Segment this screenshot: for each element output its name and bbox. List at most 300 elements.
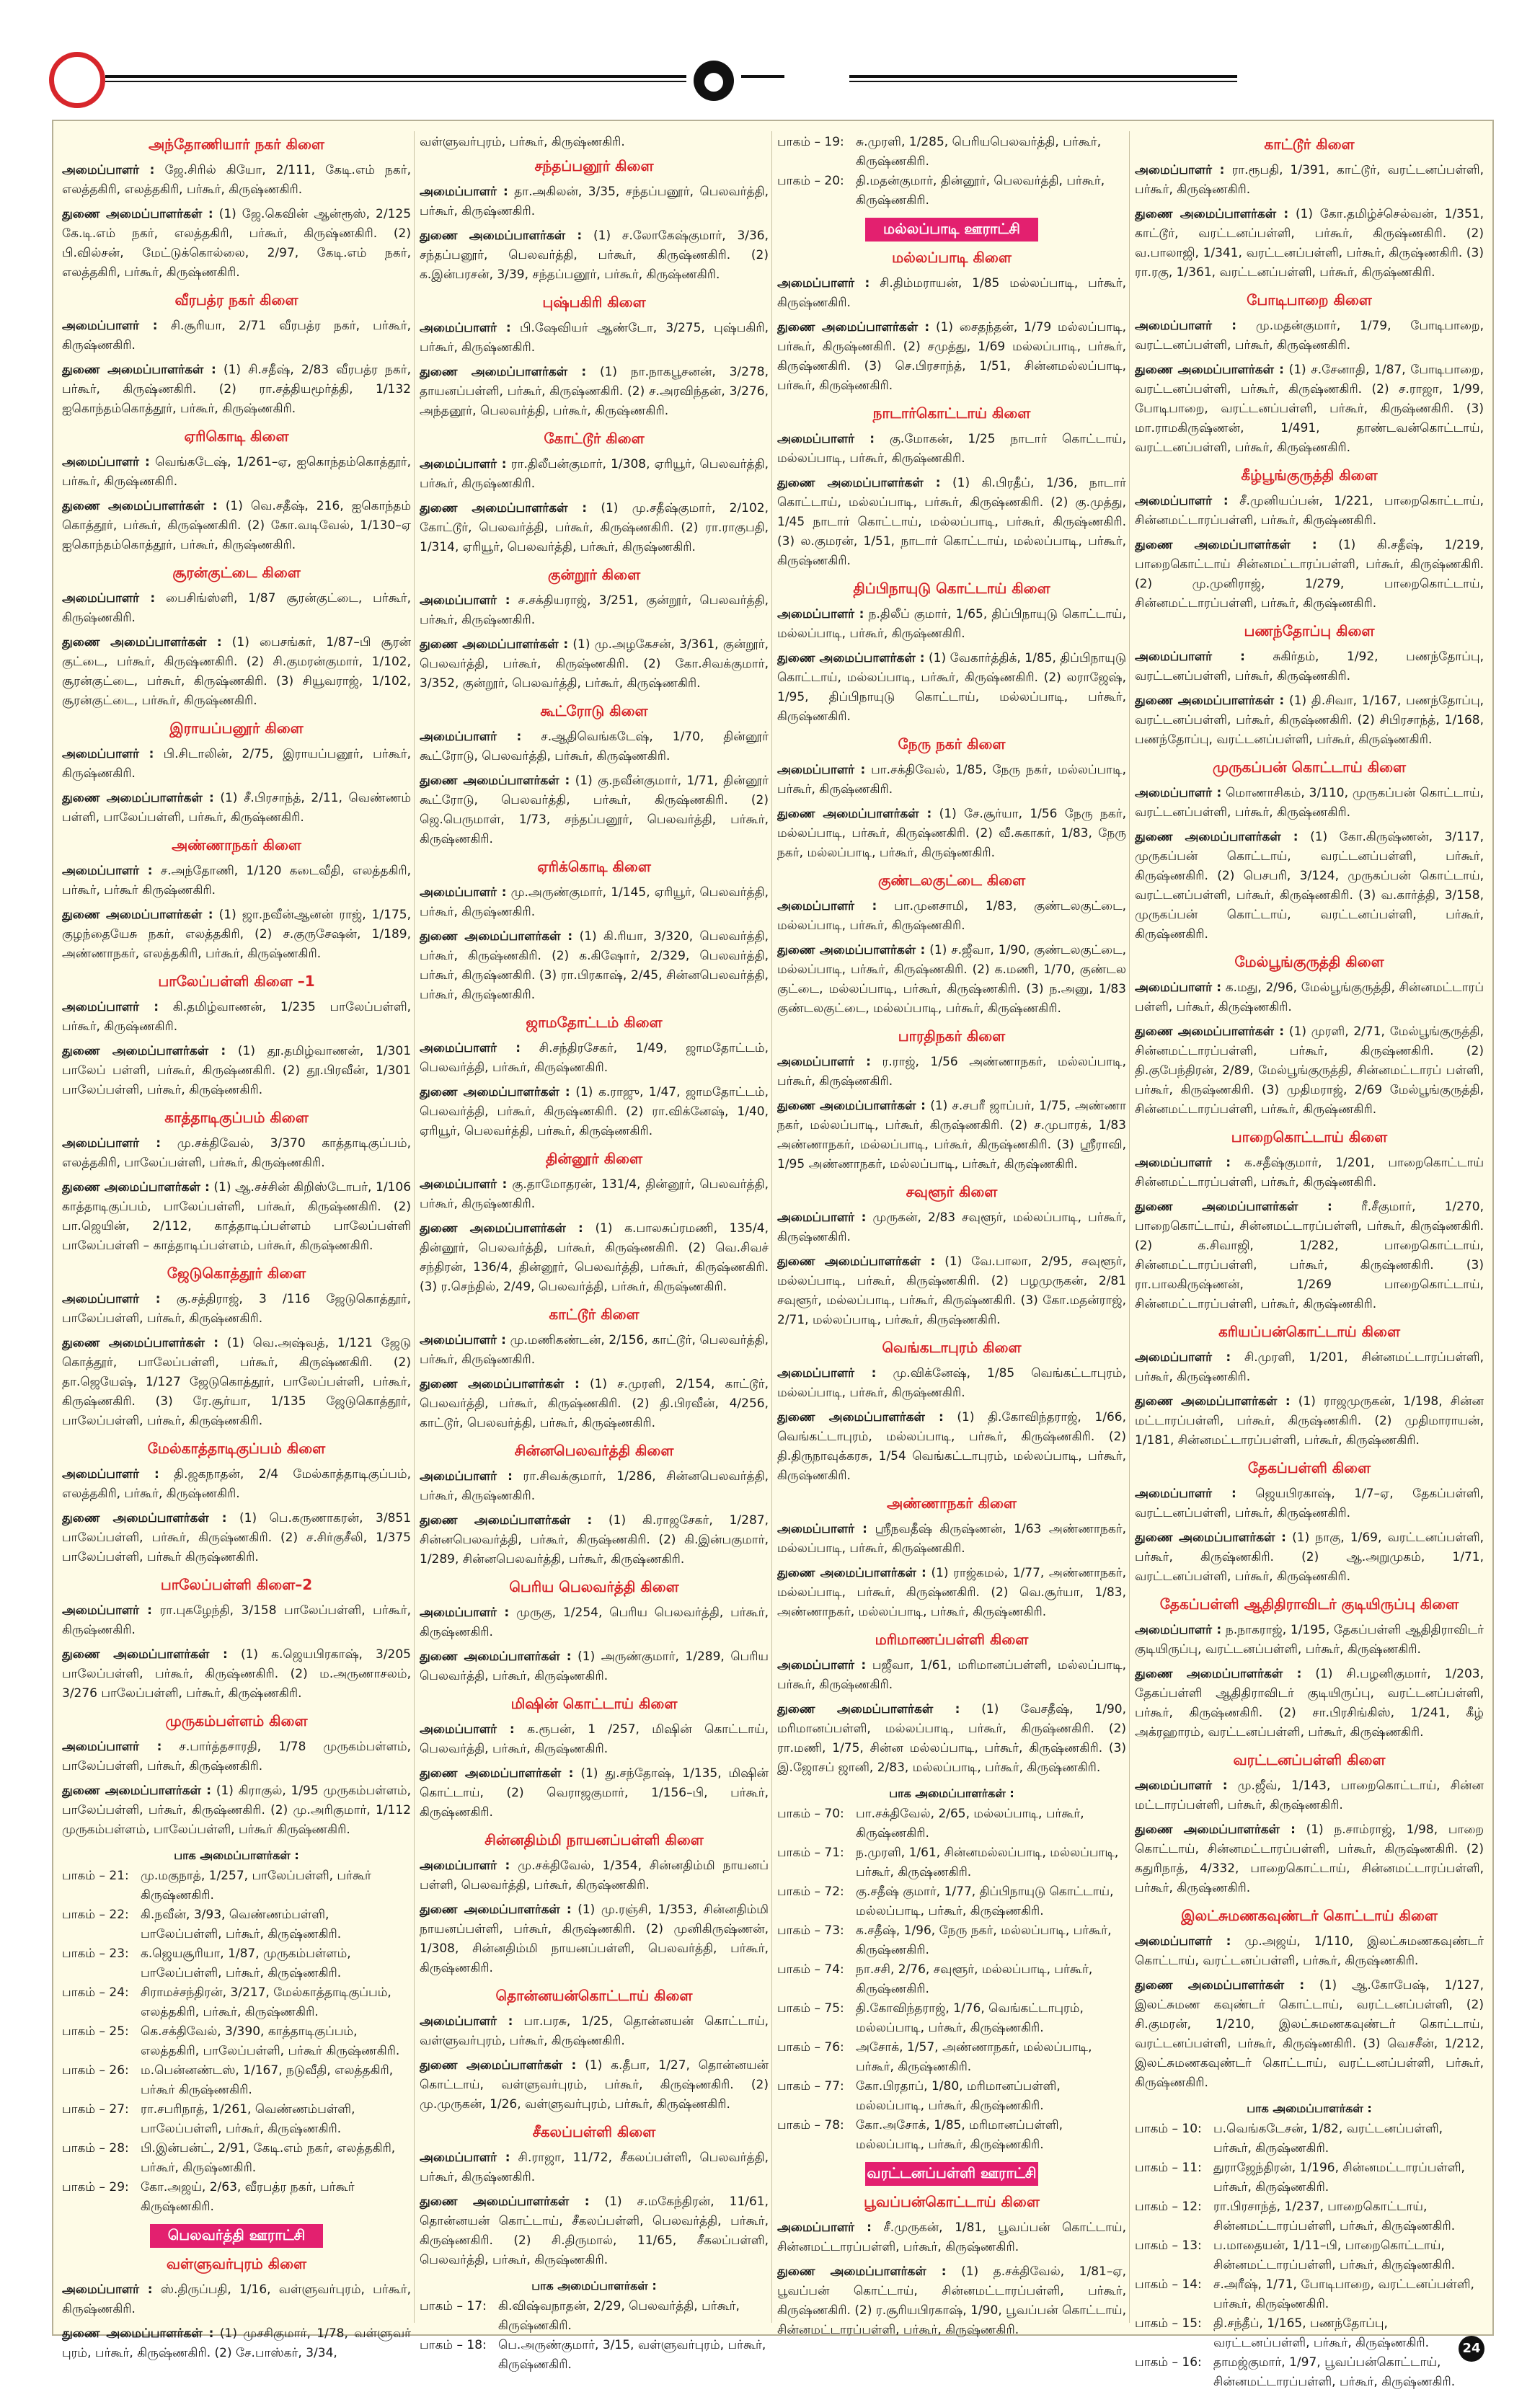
organizer-label: அமைப்பாளர் : [777,607,864,621]
deputy-label: துணை அமைப்பாளர்கள் : [1135,1822,1296,1837]
branch-title: போடிபாறை கிளை [1247,291,1372,309]
booth-number: பாகம் – 72 [777,1884,841,1899]
booth-organizer: நா.சசி, 2/76, சவுளூர், மல்லப்பாடி, பர்கூர், கிருஷ்ணகிரி. [856,1962,1093,1996]
booth-list-label: பாக அமைப்பாளர்கள் : [1247,2101,1372,2115]
organizer-entry [1135,1153,1484,1192]
booth-colon: : [125,2024,129,2039]
organizer-entry [62,589,411,628]
deputy-organizers-entry [420,499,769,557]
booth-row [1135,2119,1484,2158]
booth-organizer: தி.சந்தீப், 1/165, பணந்தோப்பு, வரட்டனப்பள்ளி, பர்கூர், கிருஷ்ணகிரி. [1213,2316,1430,2350]
booth-number: பாகம் – 10 [1135,2122,1198,2136]
branch-title: அந்தோணியார் நகர் கிளை [149,136,324,153]
deputy-label: துணை அமைப்பாளர்கள் : [420,1377,580,1391]
organizer-label: அமைப்பாளர் : [420,1469,513,1484]
deputy-label: துணை அமைப்பாளர்கள் : [1135,538,1317,552]
branch-title: மிஷின் கொட்டாய் கிளை [510,1695,678,1712]
booth-organizer: ரா.சபரிநாத், 1/261, வெண்ணம்பள்ளி, பாலேப்பள்ளி, பர்கூர், கிருஷ்ணகிரி. [141,2102,355,2136]
booth-colon: : [482,2338,487,2352]
deputy-label: துணை அமைப்பாளர்கள் : [1135,1200,1332,1214]
booth-number: பாகம் – 13 [1135,2238,1198,2253]
deputy-text: (1) முரளி, 2/71, மேல்பூங்குருத்தி, சின்னமட்டாரப்பள்ளி, பர்கூர், கிருஷ்ணகிரி. (2) தி.குபேந்திரன், 2/89, மேல்பூங்குருத்தி, சின்னமட்டாரப் பள்ளி, பர்கூர், கிருஷ்ணகிரி. (3) முதிமராஜ், 2/69 மேல்பூங்குருத்தி, சின்னமட்டாரப்பள்ளி, பர்கூர், கிருஷ்ணகிரி. [1135,1024,1484,1117]
branch-section [777,404,1126,571]
organizer-entry [420,591,769,630]
deputy-organizers-entry [777,1700,1126,1778]
branch-section [420,293,769,421]
organizer-text: மு.மதன்குமார், 1/79, போடிபாறை, வரட்டனப்பள்ளி, பர்கூர், கிருஷ்ணகிரி. [1135,319,1484,353]
branch-title: சூரன்குட்டை கிளை [172,564,301,581]
organizer-entry [777,2218,1126,2257]
deputy-organizers-entry [1135,1976,1484,2093]
organizer-text: சுகிர்தம், 1/92, பணந்தோப்பு, வரட்டனப்பள்ளி, பர்கூர், கிருஷ்ணகிரி. [1135,650,1484,683]
deputy-text: (1) கோ.கிருஷ்ணன், 3/117, முருகப்பன் கொட்டாய், வரட்டனப்பள்ளி, பர்கூர், கிருஷ்ணகிரி. (2) பெசபரி, 3/124, முருகப்பன் கொட்டாய், வரட்டனப்பள்ளி, பர்கூர், கிருஷ்ணகிரி. (3) வ.கார்த்தி, 3/158, முருகப்பன் கொட்டாய், வரட்டனப்பள்ளி, பர்கூர், கிருஷ்ணகிரி. [1135,830,1484,942]
deputy-label: துணை அமைப்பாளர்கள் : [1135,1024,1285,1039]
booth-number: பாகம் – 21 [62,1869,125,1883]
branch-section [420,1014,769,1141]
organizer-text: மு.ஜீவ், 1/143, பாறைகொட்டாய், சின்ன மட்டாரப்பள்ளி, பர்கூர், கிருஷ்ணகிரி. [1135,1779,1484,1812]
deputy-label: துணை அமைப்பாளர்கள் : [777,651,925,665]
branch-section [420,1150,769,1297]
deputy-organizers-entry [420,1647,769,1686]
booth-row [1135,2197,1484,2236]
branch-section [777,735,1126,863]
organizer-entry [1135,1621,1484,1660]
organizer-text: மு.விக்னேஷ், 1/85 வெங்கட்டாபுரம், மல்லப்பாடி, பர்கூர், கிருஷ்ணகிரி. [777,1366,1126,1400]
branch-section [62,1712,411,1840]
booth-organizer: ப.வெங்கடேசன், 1/82, வரட்டனப்பள்ளி, பர்கூர், கிருஷ்ணகிரி. [1213,2122,1443,2156]
branch-section [777,1494,1126,1622]
branch-section [420,430,769,557]
booth-row [777,133,1126,172]
deputy-organizers-entry [1135,691,1484,750]
branch-title: முருகம்பள்ளம் கிளை [165,1712,308,1729]
deputy-organizers-entry [1135,1197,1484,1314]
branch-title: வெங்கடாபுரம் கிளை [882,1339,1022,1356]
deputy-organizers-entry [777,318,1126,396]
booth-organizer: கெ.சக்திவேல், 3/390, காத்தாடிகுப்பம், எலத்தகிரி, பாலேப்பள்ளி, பர்கூர் கிருஷ்ணகிரி. [141,2024,400,2058]
branch-title: அண்ணாநகர் கிளை [887,1494,1017,1512]
branch-section [420,157,769,285]
booth-colon: : [1198,2238,1202,2253]
masthead-bar [0,0,1540,123]
branch-section [62,973,411,1100]
organizer-entry [777,605,1126,644]
column-2 [420,133,769,2375]
deputy-organizers-entry [62,789,411,828]
deputy-label: துணை அமைப்பாளர்கள் : [777,320,930,335]
organizer-entry [62,1290,411,1329]
deputy-label: துணை அமைப்பாளர்கள் : [62,1336,219,1350]
booth-organizer: சு.முரளி, 1/285, பெரியபெலவர்த்தி, பர்கூர், கிருஷ்ணகிரி. [856,135,1102,169]
deputy-text: (1) சி.பழனிகுமார், 1/203, தேகப்பள்ளி ஆதிதிராவிடர் குடியிருப்பு, வரட்டனப்பள்ளி, பர்கூர், கிருஷ்ணகிரி. (2) சா.பிரசிங்கிஸ், 1/241, கீழ் அக்ரஹாரம், வரட்டனப்பள்ளி, பர்கூர், கிருஷ்ணகிரி. [1135,1667,1484,1740]
deputy-text: (1) மு.அழகேசன், 3/361, குன்றூர், பெலவர்த்தி, பர்கூர், கிருஷ்ணகிரி. (2) கோ.சிவக்குமார், 3/352, குன்றூர், பெலவர்த்தி, பர்கூர், கிருஷ்ணகிரி. [420,637,769,691]
branch-title: மரிமாணப்பள்ளி கிளை [875,1631,1029,1648]
branch-section [1135,291,1484,458]
deputy-text: (1) மு.ரஞ்சி, 1/353, சின்னதிம்மி நாயனப்பள்ளி, பர்கூர், கிருஷ்ணகிரி. (2) முனிகிருஷ்ணன், 1/308, சின்னதிம்மி நாயனப்பள்ளி, பெலவர்த்தி, பர்கூர், கிருஷ்ணகிரி. [420,1902,769,1975]
booth-row [1135,2236,1484,2275]
organizer-entry [420,1331,769,1370]
branch-title: கூட்ரோடு கிளை [540,702,648,719]
booth-row [62,2100,411,2139]
deputy-organizers-entry [62,633,411,711]
continued-text: வள்ளுவர்புரம், பர்கூர், கிருஷ்ணகிரி. [420,135,625,149]
organizer-label: அமைப்பாளர் : [777,763,866,777]
organizer-label: அமைப்பாளர் : [777,2220,872,2235]
masthead-rule-right [849,75,1237,78]
deputy-label: துணை அமைப்பாளர்கள் : [62,635,222,650]
booth-colon: : [125,2180,129,2194]
deputy-organizers-entry [420,1375,769,1433]
organizer-entry [62,453,411,492]
deputy-organizers-entry [62,1645,411,1704]
organizer-text: ரா.சிவக்குமார், 1/286, சின்னபெலவர்த்தி, பர்கூர், கிருஷ்ணகிரி. [420,1469,769,1503]
page-number: 24 [1459,2336,1484,2362]
branch-section [777,1631,1126,1778]
organizer-text: ந.திலீப் குமார், 1/65, திப்பிநாயுடு கொட்டாய், மல்லப்பாடி, பர்கூர், கிருஷ்ணகிரி. [777,607,1126,641]
booth-organizer: ந.முரளி, 1/61, சின்னமல்லப்பாடி, மல்லப்பாடி, பர்கூர், கிருஷ்ணகிரி. [856,1846,1119,1879]
branch-section [420,1987,769,2114]
branch-title: சின்னதிம்மி நாயனப்பள்ளி கிளை [484,1831,704,1848]
organizer-text: ஸ்.திருப்பதி, 1/16, வள்ளுவர்புரம், பர்கூர், கிருஷ்ணகிரி. [62,2282,411,2316]
branch-section [62,428,411,555]
organizer-entry [1135,1932,1484,1971]
deputy-organizers-entry [62,497,411,555]
organizer-text: மு.மணிகண்டன், 2/156, காட்டூர், பெலவர்த்தி, பர்கூர், கிருஷ்ணகிரி. [420,1333,769,1367]
organizer-text: பா.முனசாமி, 1/83, குண்டலகுட்டை, மல்லப்பாடி, பர்கூர், கிருஷ்ணகிரி. [777,899,1126,933]
branch-section [777,872,1126,1019]
organizer-text: ஜே.சிரில் கியோ, 2/111, கேடி.எம் நகர், எலத்தகிரி, எலத்தகிரி, பர்கூர், கிருஷ்ணகிரி. [62,163,411,197]
organizer-text: சீ.முனியப்பன், 1/221, பாறைகொட்டாய், சின்னமட்டாரப்பள்ளி, பர்கூர், கிருஷ்ணகிரி. [1135,494,1484,528]
booth-row [777,1960,1126,1999]
deputy-text: (1) ச.சேனாதி, 1/87, போடிபாறை, வரட்டனப்பள்ளி, பர்கூர், கிருஷ்ணகிரி. (2) ச.ராஜா, 1/99, போடிபாறை, வரட்டனப்பள்ளி, பர்கூர், கிருஷ்ணகிரி. (3) மா.ராமகிருஷ்ணன், 1/491, தாண்டவன்கொட்டாய், வரட்டனப்பள்ளி, பர்கூர், கிருஷ்ணகிரி. [1135,363,1484,455]
deputy-label: துணை அமைப்பாளர்கள் : [420,365,587,379]
organizer-label: அமைப்பாளர் : [420,1722,515,1737]
organizer-label: அமைப்பாளர் : [62,1740,162,1754]
panchayat-banner: மல்லப்பாடி ஊராட்சி [865,218,1038,242]
deputy-text: (1) கி.ராஜசேகர், 1/287, சின்னபெலவர்த்தி, பர்கூர், கிருஷ்ணகிரி. (2) கி.இன்பகுமார், 1/289, சின்னபெலவர்த்தி, பர்கூர், கிருஷ்ணகிரி. [420,1513,769,1567]
deputy-text: (1) தூ.தமிழ்வாணன், 1/301 பாலேப் பள்ளி, பர்கூர், கிருஷ்ணகிரி. (2) தூ.பிரவீன், 1/301 பாலேப்பள்ளி, பர்கூர், கிருஷ்ணகிரி. [62,1044,411,1097]
organizer-entry [420,1175,769,1214]
deputy-text: (1) தி.சிவா, 1/167, பணந்தோப்பு, வரட்டனப்பள்ளி, பர்கூர், கிருஷ்ணகிரி. (2) சிபிரசாந்த், 1/168, பணந்தோப்பு, வரட்டனப்பள்ளி, பர்கூர், கிருஷ்ணகிரி. [1135,694,1484,747]
booth-colon: : [482,2299,487,2313]
booth-row [777,1843,1126,1882]
branch-title: காட்டூர் கிளை [549,1306,640,1323]
booth-row [1135,2314,1484,2353]
deputy-label: துணை அமைப்பாளர்கள் : [62,207,213,221]
booth-row [62,1866,411,1905]
booth-number: பாகம் – 19 [777,135,841,149]
booth-number: பாகம் – 15 [1135,2316,1198,2331]
deputy-label: துணை அமைப்பாளர்கள் : [777,476,941,490]
deputy-label: துணை அமைப்பாளர்கள் : [1135,207,1289,221]
booth-row [62,1905,411,1944]
masthead-ring-logo [49,52,105,108]
branch-section [1135,1907,1484,2093]
booth-colon: : [1198,2122,1202,2136]
booth-colon: : [840,1884,844,1899]
deputy-text: (1) ச.லோகேஷ்குமார், 3/36, சந்தப்பனூர், பெலவர்த்தி, பர்கூர், கிருஷ்ணகிரி. (2) க.இன்பரசன், 3/39, சந்தப்பனூர், பர்கூர், கிருஷ்ணகிரி. [420,229,769,282]
booth-number: பாகம் – 23 [62,1946,125,1961]
booth-colon: : [840,2079,844,2094]
organizer-text: க.சதீஷ்குமார், 1/201, பாறைகொட்டாய் சின்னமட்டாரப்பள்ளி, பர்கூர், கிருஷ்ணகிரி. [1135,1156,1484,1190]
booth-number: பாகம் – 76 [777,2040,841,2055]
organizer-entry [420,883,769,922]
column-3 [777,133,1126,2349]
organizer-text: க.மது, 2/96, மேல்பூங்குருத்தி, சின்னமட்டாரப் பள்ளி, பர்கூர், கிருஷ்ணகிரி. [1135,980,1484,1014]
organizer-text: ஜெயபிரகாஷ், 1/7–ஏ, தேகப்பள்ளி, வரட்டனப்பள்ளி, பர்கூர், கிருஷ்ணகிரி. [1135,1487,1484,1520]
organizer-label: அமைப்பாளர் : [1135,1350,1231,1365]
organizer-entry [420,1039,769,1078]
booth-number: பாகம் – 26 [62,2063,125,2078]
organizer-text: ரா.புகழேந்தி, 3/158 பாலேப்பள்ளி, பர்கூர், கிருஷ்ணகிரி. [62,1603,411,1637]
organizer-entry [1135,978,1484,1017]
organizer-label: அமைப்பாளர் : [420,1859,510,1873]
deputy-organizers-entry [62,905,411,964]
organizer-text: சி.முரளி, 1/201, சின்னமட்டாரப்பள்ளி, பர்கூர், கிருஷ்ணகிரி. [1135,1350,1484,1384]
organizer-text: மொணாசிகம், 3/110, முருகப்பன் கொட்டாய், வரட்டனப்பள்ளி, பர்கூர், கிருஷ்ணகிரி. [1135,786,1484,820]
column-1 [62,133,411,2372]
organizer-entry [1135,492,1484,531]
organizer-label: அமைப்பாளர் : [62,1000,159,1014]
organizer-entry [1135,316,1484,355]
deputy-label: துணை அமைப்பாளர்கள் : [1135,694,1285,708]
booth-number: பாகம் – 74 [777,1962,841,1977]
deputy-label: துணை அமைப்பாளர்கள் : [420,1513,593,1528]
branch-title: கரியப்பன்கொட்டாய் கிளை [1218,1323,1401,1340]
deputy-text: (1) கி.ரியா, 3/320, பெலவர்த்தி, பர்கூர், கிருஷ்ணகிரி. (2) க.கிஷோர், 2/329, பெலவர்த்தி, பர்கூர், கிருஷ்ணகிரி. (3) ரா.பிரகாஷ், 2/45, சின்னபெலவர்த்தி, பர்கூர், கிருஷ்ணகிரி. [420,929,769,1002]
branch-section [62,1264,411,1431]
booth-organizer: தி.கோவிந்தராஜ், 1/76, வெங்கட்டாபுரம், மல்லப்பாடி, பர்கூர், கிருஷ்ணகிரி. [856,2001,1084,2035]
booth-colon: : [125,1985,129,2000]
booth-colon: : [840,1807,844,1821]
deputy-organizers-entry [777,805,1126,863]
organizer-label: அமைப்பாளர் : [420,2014,513,2029]
booth-organizer: பெ.அருண்குமார், 3/15, வள்ளுவர்புரம், பர்கூர், கிருஷ்ணகிரி. [498,2338,766,2372]
branch-title: தின்னூர் கிளை [545,1150,643,1167]
booth-number: பாகம் – 28 [62,2141,125,2156]
deputy-text: (1) நா.நாகபூசனன், 3/278, தாயனப்பள்ளி, பர்கூர், கிருஷ்ணகிரி. (2) ச.அரவிந்தன், 3/276, அந்தனூர், பெலவர்த்தி, பர்கூர், கிருஷ்ணகிரி. [420,365,769,418]
branch-title: கோட்டூர் கிளை [544,430,645,447]
organizer-entry [777,430,1126,469]
deputy-text: (1) த.சக்திவேல், 1/81–ஏ, பூவப்பன் கொட்டாய், சின்னமட்டாரப்பள்ளி, பர்கூர், கிருஷ்ணகிரி. (2) ர.சூரியபிரகாஷ், 1/90, பூவப்பன் கொட்டாய், சின்னமட்டாரப்பள்ளி, பர்கூர், கிருஷ்ணகிரி. [777,2264,1126,2337]
booth-colon: : [125,1869,129,1883]
organizer-label: அமைப்பாளர் : [777,432,875,446]
branch-section [62,2255,411,2363]
booth-colon: : [1198,2161,1202,2175]
organizer-text: ந.நாகராஜ், 1/195, தேகப்பள்ளி ஆதிதிராவிடர் குடியிருப்பு, வரட்டனப்பள்ளி, பர்கூர், கிருஷ்ணகிரி. [1135,1623,1484,1657]
deputy-organizers-entry [62,1781,411,1840]
booth-organizer: தி.மதன்குமார், தின்னூர், பெலவர்த்தி, பர்கூர், கிருஷ்ணகிரி. [856,174,1105,208]
masthead-rule-right-thin [849,81,1237,82]
deputy-label: துணை அமைப்பாளர்கள் : [62,363,216,377]
organizer-label: அமைப்பாளர் : [420,1605,510,1620]
deputy-text: (1) ந.சாம்ராஜ், 1/98, பாறை கொட்டாய், சின்னமட்டாரப்பள்ளி, பர்கூர், கிருஷ்ணகிரி. (2) கதுரிநாத், 4/332, பாறைகொட்டாய், சின்னமட்டாரப்பள்ளி, பர்கூர், கிருஷ்ணகிரி. [1135,1822,1484,1895]
organizer-label: அமைப்பாளர் : [1135,1156,1231,1170]
organizer-text: ரா.திலீபன்குமார், 1/308, ஏரியூர், பெலவர்த்தி, பர்கூர், கிருஷ்ணகிரி. [420,457,769,491]
booth-organizer: கி.விஷ்வநாதன், 2/29, பெலவர்த்தி, பர்கூர், கிருஷ்ணகிரி. [498,2299,740,2333]
booth-organizer: அசோக், 1/57, அண்ணாநகர், மல்லப்பாடி, பர்கூர், கிருஷ்ணகிரி. [856,2040,1092,2074]
deputy-label: துணை அமைப்பாளர்கள் : [1135,1978,1305,1993]
deputy-organizers-entry [62,1042,411,1100]
booth-row [62,2139,411,2178]
booth-number: பாகம் – 11 [1135,2161,1198,2175]
organizer-entry [62,161,411,200]
deputy-organizers-entry [420,1764,769,1822]
branch-title: ஜாமதோட்டம் கிளை [526,1014,663,1031]
branch-title: பாறைகொட்டாய் கிளை [1231,1128,1388,1146]
organizer-label: அமைப்பாளர் : [62,1603,152,1618]
booth-row [420,2336,769,2375]
booth-row [777,172,1126,211]
organizer-label: அமைப்பாளர் : [1135,1487,1236,1501]
deputy-text: (1) வே.பாலா, 2/95, சவுளூர், மல்லப்பாடி, பர்கூர், கிருஷ்ணகிரி. (2) பழமுருகன், 2/81 சவுளூர், மல்லப்பாடி, பர்கூர், கிருஷ்ணகிரி. (3) கோ.மதன்ராஜ், 2/71, மல்லப்பாடி, பர்கூர், கிருஷ்ணகிரி. [777,1254,1126,1327]
deputy-text: (1) ச.ஜீவா, 1/90, குண்டலகுட்டை, மல்லப்பாடி, பர்கூர், கிருஷ்ணகிரி. (2) க.மணி, 1/70, குண்டல குட்டை, மல்லப்பாடி, பர்கூர், கிருஷ்ணகிரி. (3) ந.அனு, 1/83 குண்டலகுட்டை, மல்லப்பாடி, பர்கூர், கிருஷ்ணகிரி. [777,943,1126,1016]
organizer-label: அமைப்பாளர் : [62,2282,153,2297]
branch-section [1135,1323,1484,1450]
organizer-entry [1135,1484,1484,1523]
deputy-organizers-entry [62,205,411,283]
organizer-label: அமைப்பாளர் : [777,276,870,291]
branch-title: பாலேப்பள்ளி கிளை–2 [160,1576,313,1593]
organizer-text: ச.ஆதிவெங்கடேஷ், 1/70, தின்னூர் கூட்ரோடு, பெலவர்த்தி, பர்கூர், கிருஷ்ணகிரி. [420,730,769,763]
booth-colon: : [125,2063,129,2078]
organizer-text: மு.சக்திவேல், 1/354, சின்னதிம்மி நாயனப் பள்ளி, பெலவர்த்தி, பர்கூர், கிருஷ்ணகிரி. [420,1859,769,1892]
organizer-label: அமைப்பாளர் : [1135,1623,1222,1637]
branch-title: தொன்னயன்கொட்டாய் கிளை [495,1987,693,2004]
organizer-entry [62,998,411,1037]
deputy-label: துணை அமைப்பாளர்கள் : [420,1902,572,1917]
organizer-entry [777,1656,1126,1695]
booth-organizer: கு.சதீஷ் குமார், 1/77, திப்பிநாயுடு கொட்டாய், மல்லப்பாடி, பர்கூர், கிருஷ்ணகிரி. [856,1884,1114,1918]
branch-section [1135,136,1484,283]
deputy-label: துணை அமைப்பாளர்கள் : [420,1085,570,1099]
deputy-label: துணை அமைப்பாளர்கள் : [62,1784,212,1798]
organizer-label: அமைப்பாளர் : [420,457,507,471]
deputy-label: துணை அமைப்பாளர்கள் : [420,929,573,944]
organizer-label: அமைப்பாளர் : [420,321,511,335]
organizer-label: அமைப்பாளர் : [777,899,877,913]
organizer-text: முருகன், 2/83 சவுளூர், மல்லப்பாடி, பர்கூர், கிருஷ்ணகிரி. [777,1210,1126,1244]
booth-row [1135,2275,1484,2314]
deputy-organizers-entry [1135,536,1484,613]
booth-table [420,2297,769,2375]
deputy-organizers-entry [420,226,769,285]
booth-organizer: கோ.பிரதாப், 1/80, மரிமானப்பள்ளி, மல்லப்பாடி, பர்கூர், கிருஷ்ணகிரி. [856,2079,1061,2113]
organizer-text: ரா.ரூபதி, 1/391, காட்டூர், வரட்டனப்பள்ளி, பர்கூர், கிருஷ்ணகிரி. [1135,163,1484,197]
organizer-entry [1135,1776,1484,1815]
deputy-label: துணை அமைப்பாளர்கள் : [420,501,588,515]
branch-section [420,1831,769,1978]
branch-title: முருகப்பன் கொட்டாய் கிளை [1212,758,1407,776]
branch-section [777,1027,1126,1174]
organizer-label: அமைப்பாளர் : [1135,1779,1228,1793]
panchayat-banner: வரட்டனப்பள்ளி ஊராட்சி [865,2162,1038,2186]
branch-section [62,1576,411,1704]
branch-title: சீகலப்பள்ளி கிளை [532,2123,656,2140]
organizer-label: அமைப்பாளர் : [1135,494,1229,508]
organizer-entry [777,1364,1126,1403]
organizer-entry [420,2148,769,2187]
organizer-label: அமைப்பாளர் : [1135,1934,1231,1949]
booth-organizer: க.ஜெயசூரியா, 1/87, முருகம்பள்ளம், பாலேப்பள்ளி, பர்கூர், கிருஷ்ணகிரி. [141,1946,351,1980]
deputy-label: துணை அமைப்பாளர்கள் : [420,2194,590,2209]
organizer-entry [777,1208,1126,1247]
booth-colon: : [1198,2355,1202,2370]
deputy-text: (1) முசசிகுமார், 1/78, வள்ளுவர் புரம், பர்கூர், கிருஷ்ணகிரி. (2) சே.பாஸ்கர், 3/34, [62,2326,411,2360]
deputy-organizers-entry [777,2262,1126,2340]
branch-section [420,1442,769,1569]
organizer-text: தி.ஜகநாதன், 2/4 மேல்காத்தாடிகுப்பம், எலத்தகிரி, பர்கூர், கிருஷ்ணகிரி. [62,1467,411,1501]
deputy-label: துணை அமைப்பாளர்கள் : [777,943,926,957]
booth-organizer: க.சதீஷ், 1/96, நேரு நகர், மல்லப்பாடி, பர்கூர், கிருஷ்ணகிரி. [856,1923,1112,1957]
column-4 [1135,133,1484,2392]
booth-row [777,1804,1126,1843]
branch-title: பணந்தோப்பு கிளை [1244,622,1375,639]
organizer-text: ச.அந்தோணி, 1/120 கடைவீதி, எலத்தகிரி, பர்கூர், பர்கூர் கிருஷ்ணகிரி. [62,864,411,898]
deputy-organizers-entry [420,1083,769,1141]
deputy-label: துணை அமைப்பாளர்கள் : [62,1180,210,1195]
deputy-label: துணை அமைப்பாளர்கள் : [62,1647,228,1662]
organizer-label: அமைப்பாளர் : [777,1658,867,1673]
deputy-label: துணை அமைப்பாளர்கள் : [420,637,569,652]
branch-title: ஏரிகொடி கிளை [184,428,289,445]
deputy-label: துணை அமைப்பாளர்கள் : [420,1221,583,1236]
organizer-text: கு.மோகன், 1/25 நாடார் கொட்டாய், மல்லப்பாடி, பர்கூர், கிருஷ்ணகிரி. [777,432,1126,466]
branch-section [777,580,1126,727]
branch-section [420,858,769,1005]
branch-section [1135,622,1484,750]
booth-colon: : [840,1923,844,1938]
deputy-text: (1) சைதந்தன், 1/79 மல்லப்பாடி, பர்கூர், கிருஷ்ணகிரி. (2) சமுத்து, 1/69 மல்லப்பாடி, பர்கூர், கிருஷ்ணகிரி. (3) செ.பிரசாந்த், 1/51, சின்னமல்லப்பாடி, பர்கூர், கிருஷ்ணகிரி. [777,320,1126,393]
deputy-organizers-entry [1135,205,1484,283]
deputy-organizers-entry [62,1509,411,1567]
booth-organizer: தாமஜ்குமார், 1/97, பூவப்பன்கொட்டாய், சின்னமட்டாரப்பள்ளி, பர்கூர், கிருஷ்ணகிரி. [1213,2355,1456,2389]
booth-row [1135,2353,1484,2392]
booth-organizer: ம.பென்னண்டஸ், 1/167, நடுவீதி, எலத்தகிரி, பர்கூர் கிருஷ்ணகிரி. [141,2063,394,2097]
organizer-label: அமைப்பாளர் : [62,455,150,469]
branch-title: சந்தப்பனூர் கிளை [534,157,654,174]
column-divider [1129,131,1130,2323]
deputy-label: துணை அமைப்பாளர்கள் : [62,499,218,513]
branch-title: பாலேப்பள்ளி கிளை –1 [158,973,315,990]
deputy-organizers-entry [777,649,1126,727]
organizer-label: அமைப்பாளர் : [62,747,154,761]
organizer-label: அமைப்பாளர் : [777,1210,867,1225]
deputy-label: துணை அமைப்பாளர்கள் : [420,774,570,788]
organizer-label: அமைப்பாளர் : [1135,786,1222,800]
organizer-text: மு.அருண்குமார், 1/145, ஏரியூர், பெலவர்த்தி, பர்கூர், கிருஷ்ணகிரி. [420,885,769,919]
booth-number: பாகம் – 22 [62,1908,125,1922]
organizer-text: தா.அகிலன், 3/35, சந்தப்பனூர், பெலவர்த்தி, பர்கூர், கிருஷ்ணகிரி. [420,185,769,218]
masthead-rule-left [105,75,686,78]
column-divider [414,131,415,2323]
branch-title: பூவப்பன்கொட்டாய் கிளை [864,2193,1040,2210]
organizer-entry [420,1467,769,1506]
booth-colon: : [840,1846,844,1860]
masthead-rule-left-thin [105,81,686,82]
booth-number: பாகம் – 24 [62,1985,125,2000]
branch-title: கீழ்பூங்குருத்தி கிளை [1241,466,1378,484]
deputy-organizers-entry [1135,1528,1484,1587]
organizer-label: அமைப்பாளர் : [62,163,155,177]
organizer-label: அமைப்பாளர் : [1135,980,1222,995]
branch-section [1135,1459,1484,1587]
booth-number: பாகம் – 17 [420,2299,483,2313]
branch-title: பெரிய பெலவர்த்தி கிளை [509,1578,679,1595]
booth-number: பாகம் – 12 [1135,2200,1198,2214]
organizer-entry [62,1601,411,1640]
branch-section [62,1440,411,1567]
